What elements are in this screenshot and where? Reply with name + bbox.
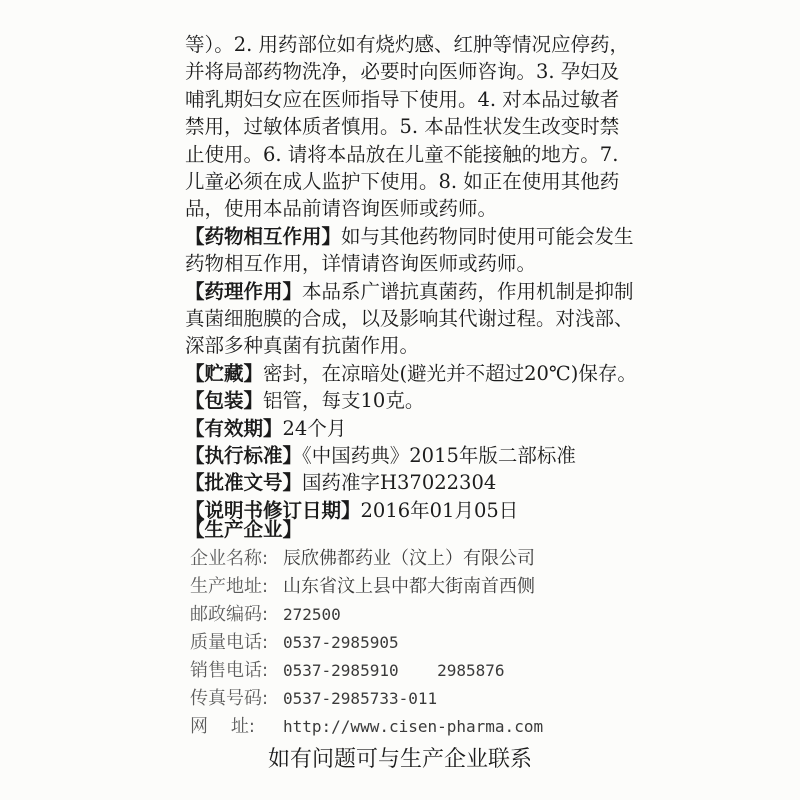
postcode-value: 272500 [283,605,341,624]
storage-value: 密封，在凉暗处(避光并不超过20℃)保存。 [263,361,637,385]
company-name-value: 辰欣佛都药业（汶上）有限公司 [283,548,535,569]
storage-section [185,360,637,388]
interactions-text: 如与其他药物同时使用可能会发生 [341,224,634,248]
revision-heading: 【说明书修订日期】 [185,498,361,522]
revision-value: 2016年01月05日 [360,498,519,522]
manufacturer-row [190,715,543,739]
address-value: 山东省汶上县中都大街南首西侧 [283,576,535,597]
validity-value: 24个月 [282,416,347,440]
postcode-label: 邮政编码: [190,604,269,625]
package-heading: 【包装】 [185,389,264,413]
precautions-line: 止使用。6. 请将本品放在儿童不能接触的地方。7. [185,142,619,166]
precautions-line: 等）。2. 用药部位如有烧灼感、红肿等情况应停药， [185,33,630,56]
precautions-line: 并将局部药物洗净，必要时向医师咨询。3. 孕妇及 [185,60,620,84]
website-label: 网 址: [190,716,255,737]
precautions-line: 品，使用本品前请咨询医师或药师。 [185,197,498,221]
manufacturer-row [190,603,341,627]
pharmacology-text: 本品系广谱抗真菌药，作用机制是抑制 [302,279,634,303]
validity-heading: 【有效期】 [185,416,283,440]
manufacturer-section [185,516,302,544]
address-label: 生产地址: [190,576,269,597]
manufacturer-row [190,687,437,711]
manufacturer-row [190,631,399,655]
sales-phone-value: 0537-2985910 2985876 [283,661,505,680]
manufacturer-row [190,575,535,599]
sales-phone-label: 销售电话: [190,660,269,681]
fax-value: 0537-2985733-011 [283,689,438,708]
interactions-heading: 【药物相互作用】 [185,224,342,248]
pharmacology-section [185,278,634,306]
precautions-line: 哺乳期妇女应在医师指导下使用。4. 对本品过敏者 [185,87,620,111]
quality-phone-value: 0537-2985905 [283,633,399,652]
manufacturer-row [190,659,505,683]
interactions-section [185,223,634,251]
storage-heading: 【贮藏】 [185,361,264,385]
standard-value: 《中国药典》2015年版二部标准 [302,444,576,467]
validity-section [185,415,346,443]
approval-value: 国药准字H37022304 [302,471,497,495]
approval-section [185,469,496,497]
standard-heading: 【执行标准】 [185,444,303,467]
precautions-line: 儿童必须在成人监护下使用。8. 如正在使用其他药 [185,170,620,193]
website-value: http://www.cisen-pharma.com [283,717,544,736]
footer-contact-note: 如有问题可与生产企业联系 [267,747,532,772]
quality-phone-label: 质量电话: [190,632,269,653]
package-section [185,387,424,415]
interactions-text: 药物相互作用，详情请咨询医师或药师。 [185,252,537,276]
package-value: 铝管，每支10克。 [263,389,425,413]
pharmacology-text: 真菌细胞膜的合成，以及影响其代谢过程。对浅部、 [185,307,634,330]
company-name-label: 企业名称: [190,548,269,569]
standard-section [185,442,576,470]
approval-heading: 【批准文号】 [185,471,303,495]
precautions-line: 禁用，过敏体质者慎用。5. 本品性状发生改变时禁 [185,115,620,139]
fax-label: 传真号码: [190,688,269,709]
manufacturer-row [190,547,535,571]
manufacturer-heading: 【生产企业】 [185,518,303,541]
pharmacology-text: 深部多种真菌有抗菌作用。 [185,334,420,358]
pharmacology-heading: 【药理作用】 [185,279,303,303]
